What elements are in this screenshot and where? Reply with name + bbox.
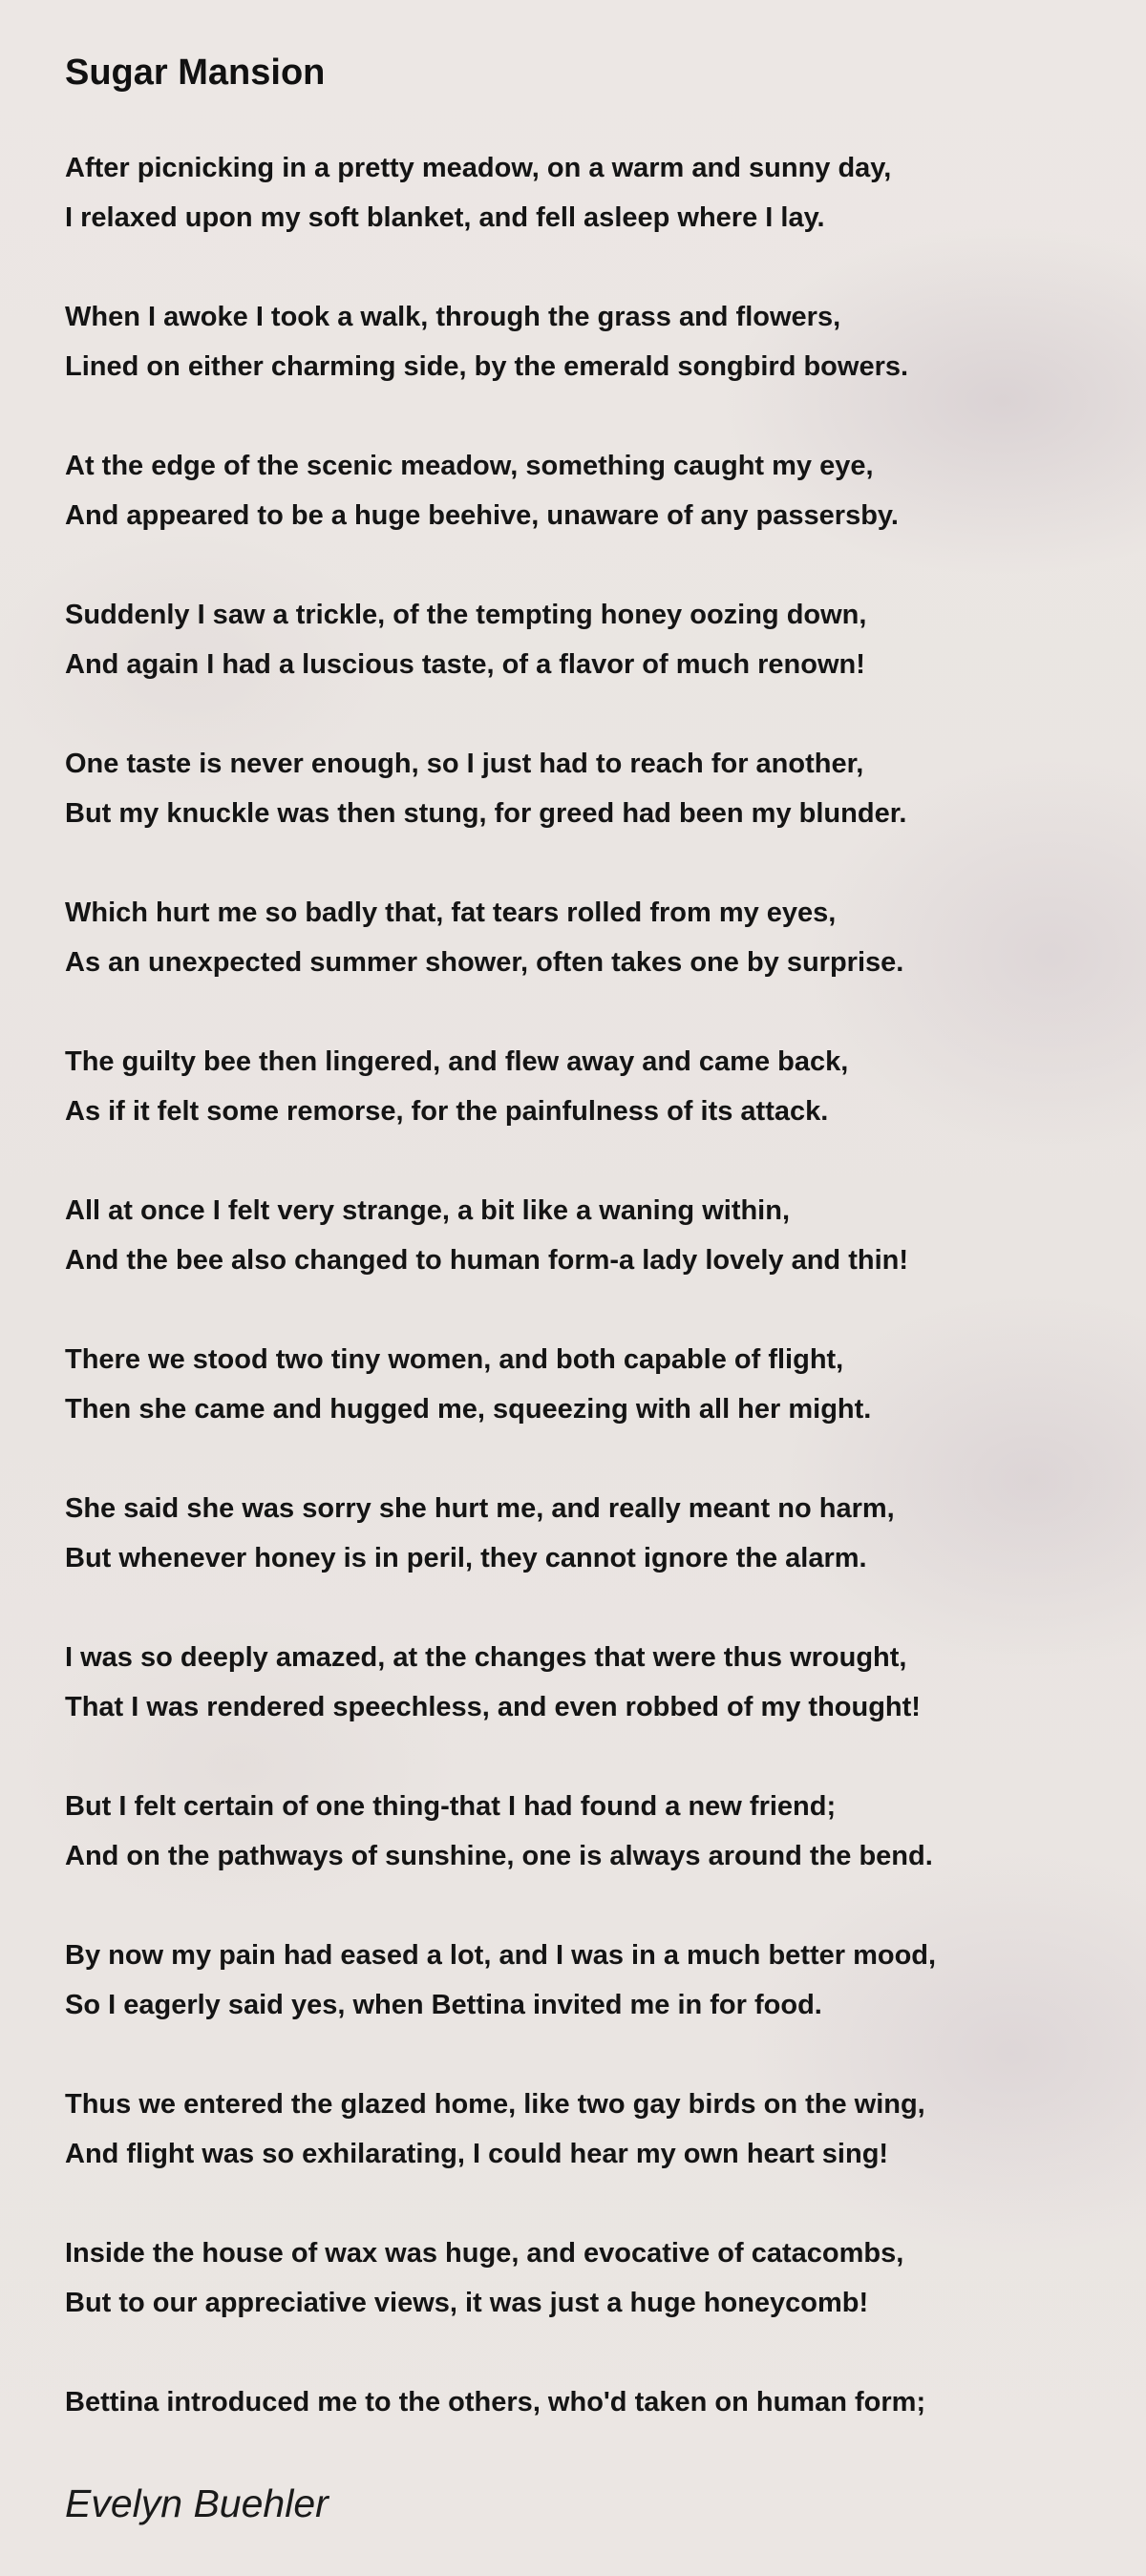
stanza	[65, 1484, 1096, 1583]
poem-line: Then she came and hugged me, squeezing with all her might.	[65, 1394, 872, 1425]
poem-line: Which hurt me so badly that, fat tears rolled from my eyes,	[65, 897, 837, 928]
poem-line: Suddenly I saw a trickle, of the tempting honey oozing down,	[65, 600, 867, 630]
poem-line: At the edge of the scenic meadow, something caught my eye,	[65, 451, 874, 481]
stanza	[65, 2377, 1096, 2427]
poem-line: Bettina introduced me to the others, who'd taken on human form;	[65, 2387, 926, 2418]
poem-line: Inside the house of wax was huge, and evocative of catacombs,	[65, 2238, 904, 2269]
poem-line: And again I had a luscious taste, of a flavor of much renown!	[65, 649, 865, 680]
stanza	[65, 1931, 1096, 2030]
stanza	[65, 1037, 1096, 1136]
stanza	[65, 739, 1096, 838]
poem-line: But I felt certain of one thing-that I had found a new friend;	[65, 1791, 837, 1822]
poem-line: After picnicking in a pretty meadow, on a warm and sunny day,	[65, 153, 892, 183]
poem-line: Lined on either charming side, by the emerald songbird bowers.	[65, 351, 909, 382]
stanza	[65, 2228, 1096, 2328]
poem-body	[65, 143, 1096, 2477]
poem-line: Thus we entered the glazed home, like two gay birds on the wing,	[65, 2089, 925, 2120]
stanza	[65, 1335, 1096, 1434]
poem-line: One taste is never enough, so I just had to reach for another,	[65, 749, 864, 779]
poem-line: She said she was sorry she hurt me, and really meant no harm,	[65, 1493, 895, 1524]
poem-line: So I eagerly said yes, when Bettina invited me in for food.	[65, 1990, 822, 2020]
stanza	[65, 590, 1096, 689]
poem-author: Evelyn Buehler	[65, 2481, 329, 2525]
stanza	[65, 292, 1096, 391]
poem-line: The guilty bee then lingered, and flew away and came back,	[65, 1046, 849, 1077]
poem-line: But to our appreciative views, it was just a huge honeycomb!	[65, 2288, 869, 2318]
poem-line: All at once I felt very strange, a bit like a waning within,	[65, 1195, 791, 1226]
poem-line: As an unexpected summer shower, often takes one by surprise.	[65, 947, 904, 978]
poem-line: And on the pathways of sunshine, one is always around the bend.	[65, 1841, 933, 1871]
stanza	[65, 888, 1096, 987]
stanza	[65, 2080, 1096, 2179]
poem-line: And appeared to be a huge beehive, unaware of any passersby.	[65, 500, 899, 531]
stanza	[65, 1186, 1096, 1285]
poem-line: That I was rendered speechless, and even robbed of my thought!	[65, 1692, 921, 1722]
poem-line: When I awoke I took a walk, through the grass and flowers,	[65, 302, 841, 332]
poem-line: As if it felt some remorse, for the painfulness of its attack.	[65, 1096, 829, 1127]
poem-line: I was so deeply amazed, at the changes that were thus wrought,	[65, 1642, 907, 1673]
poem-line: I relaxed upon my soft blanket, and fell asleep where I lay.	[65, 202, 825, 233]
poem-title: Sugar Mansion	[65, 53, 326, 93]
poem-line: And the bee also changed to human form-a lady lovely and thin!	[65, 1245, 908, 1276]
poem-line: But whenever honey is in peril, they cannot ignore the alarm.	[65, 1543, 867, 1573]
stanza	[65, 441, 1096, 540]
poem-line: But my knuckle was then stung, for greed had been my blunder.	[65, 798, 907, 829]
stanza	[65, 143, 1096, 243]
poem-line: And flight was so exhilarating, I could hear my own heart sing!	[65, 2139, 889, 2169]
stanza	[65, 1782, 1096, 1881]
poem-line: There we stood two tiny women, and both capable of flight,	[65, 1344, 844, 1375]
poem-line: By now my pain had eased a lot, and I was in a much better mood,	[65, 1940, 937, 1971]
stanza	[65, 1633, 1096, 1732]
